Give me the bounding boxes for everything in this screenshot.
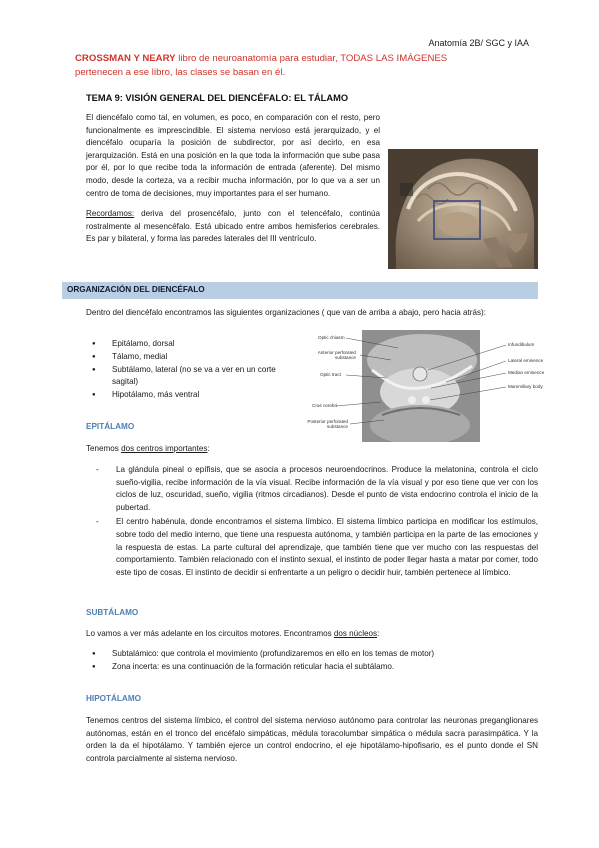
subtalamo-intro-underlined: dos núcleos bbox=[333, 629, 378, 638]
epitalamo-list bbox=[86, 464, 538, 579]
subtalamo-intro-pre: Lo vamos a ver más adelante en los circuitos motores. Encontramos bbox=[86, 629, 334, 638]
label-median-eminence: Median eminence bbox=[508, 370, 545, 375]
list-item: ● Tálamo, medial bbox=[86, 351, 302, 364]
label-optic-tract: Optic tract bbox=[320, 372, 341, 377]
hipotalamo-text: Tenemos centros del sistema límbico, el control del sistema nervioso autónomo para controlar las neuronas preganglionares autónomas, están en el tronco del encéfalo simpáticas, médula toracolumbar simpática o médula sacra parasimpática. Y la orden la da el hipotálamo. Y también ejerce un control endocrino, el eje hipotálamo-hipofisario, es el punto donde el SN controla parcialmente al sistema nervioso. bbox=[86, 716, 538, 763]
page-title: TEMA 9: VISIÓN GENERAL DEL DIENCÉFALO: EL TÁLAMO bbox=[86, 93, 349, 103]
brain-sagittal-image bbox=[388, 149, 538, 269]
course-header: Anatomía 2B/ SGC y IAA bbox=[428, 38, 529, 48]
list-item: ● Subtálamo, lateral (no se va a ver en un corte sagital) bbox=[86, 364, 302, 390]
epitalamo-intro-pre: Tenemos bbox=[86, 444, 122, 453]
section-title: ORGANIZACIÓN DEL DIENCÉFALO bbox=[67, 285, 205, 294]
label-mammillary-body: Mammillary body bbox=[508, 384, 543, 389]
intro-block bbox=[86, 112, 538, 273]
intro-paragraph: El diencéfalo como tal, en volumen, es poco, en comparación con el resto, pero funcionalmente es imprescindible. El sistema nervioso está jerarquizado, y el diencéfalo ocuparía la posición de subdirector, por así decirlo, en esa jerarquización. Está en una posición en la que toda la información que sube pasa por él, por lo que recibe toda la información de entrada (aferente). Del mismo modo, desde la corteza, va a recibir mucha información, por lo que va a ser un centro de toma de decisiones, muy importantes para el ser humano. bbox=[86, 113, 380, 198]
hipotalamo-block bbox=[86, 715, 538, 765]
subtalamo-intro-text bbox=[86, 628, 538, 641]
list-item: ● Zona incerta: es una continuación de la formación reticular hacia el subtálamo. bbox=[86, 661, 538, 674]
list-item: ● Epitálamo, dorsal bbox=[86, 338, 302, 351]
epitalamo-intro-post: : bbox=[207, 444, 210, 453]
label-lateral-eminence: Lateral eminence bbox=[508, 358, 544, 363]
source-note-text: libro de neuroanatomía para estudiar, TODAS LAS IMÁGENES pertenecen a ese libro, las clases se basan en él. bbox=[75, 53, 448, 78]
brain-sagittal-photo bbox=[388, 149, 538, 269]
list-item: ● Subtalámico: que controla el movimiento (profundizaremos en ello en los temas de motor) bbox=[86, 648, 538, 661]
epitalamo-intro-underlined: dos centros importantes bbox=[121, 444, 208, 453]
section-bar-organizacion bbox=[62, 282, 538, 299]
list-item: ● Hipotálamo, más ventral bbox=[86, 389, 302, 402]
label-posterior-perforated: Posterior perforated substance bbox=[307, 419, 348, 429]
subtalamo-intro-post: : bbox=[377, 629, 380, 638]
subtalamo-bullets bbox=[86, 648, 538, 674]
list-item: - La glándula pineal o epífisis, que se asocia a procesos neuroendocrinos. Produce la melatonina, controla el ciclo sueño-vigilia, recibe información de la vía visual. Recibe información de la vía visual y por eso tiene que ver con los ciclos de luz, oscuridad, sueño, vigilia (ritmos circadianos). Desde el punto de vista endocrino controla el inicio de la pubertad. bbox=[86, 464, 538, 514]
list-item: - El centro habénula, donde encontramos el sistema límbico. El sistema límbico participa en modificar los estímulos, sobre todo del medio interno, que tiene una respuesta autónoma, y también participa en la parte de las emociones y la respuesta de estas. La parte cultural del aprendizaje, que también tiene que ver mucho con las respuestas del comportamiento. También relacionado con el instinto sexual, el instinto de poder llegar hasta a matar por comer, todo este tipo de cosas. El instinto de decidir si enfrentarte a un peligro o decidir huir, también pertenece al límbico. bbox=[86, 516, 538, 579]
subtalamo-list bbox=[86, 648, 538, 674]
heading-epitalamo: EPITÁLAMO bbox=[86, 422, 135, 431]
label-anterior-perforated: Anterior perforated substance bbox=[317, 350, 356, 360]
recordamos-label: Recordamos: bbox=[86, 209, 135, 219]
organization-list bbox=[86, 338, 302, 402]
source-note-bold: CROSSMAN Y NEARY bbox=[75, 53, 176, 64]
epitalamo-intro-text bbox=[86, 443, 538, 456]
epitalamo-dash-list bbox=[86, 464, 538, 579]
recordamos-text: deriva del prosencéfalo, junto con el telencéfalo, continúa rostralmente al mesencéfalo. Está ubicado entre ambos hemisferios cerebrales. Es par y bilateral, y forma las paredes laterales del III ventrículo. bbox=[86, 209, 380, 244]
label-infundibulum: Infundibulum bbox=[508, 342, 535, 347]
organization-bullets bbox=[86, 338, 302, 402]
section-intro bbox=[86, 307, 538, 320]
subtalamo-intro bbox=[86, 628, 538, 641]
section-intro-text: Dentro del diencéfalo encontramos las siguientes organizaciones ( que van de arriba a abajo, pero hacia atrás): bbox=[86, 308, 486, 317]
heading-hipotalamo: HIPOTÁLAMO bbox=[86, 694, 142, 703]
heading-subtalamo: SUBTÁLAMO bbox=[86, 608, 139, 617]
source-note bbox=[75, 52, 495, 80]
label-optic-chiasm: Optic chiasm bbox=[318, 335, 345, 340]
epitalamo-intro bbox=[86, 443, 538, 456]
ventral-diencephalon-figure bbox=[306, 330, 545, 442]
label-crus-cerebri: Crus cerebri bbox=[312, 403, 338, 408]
